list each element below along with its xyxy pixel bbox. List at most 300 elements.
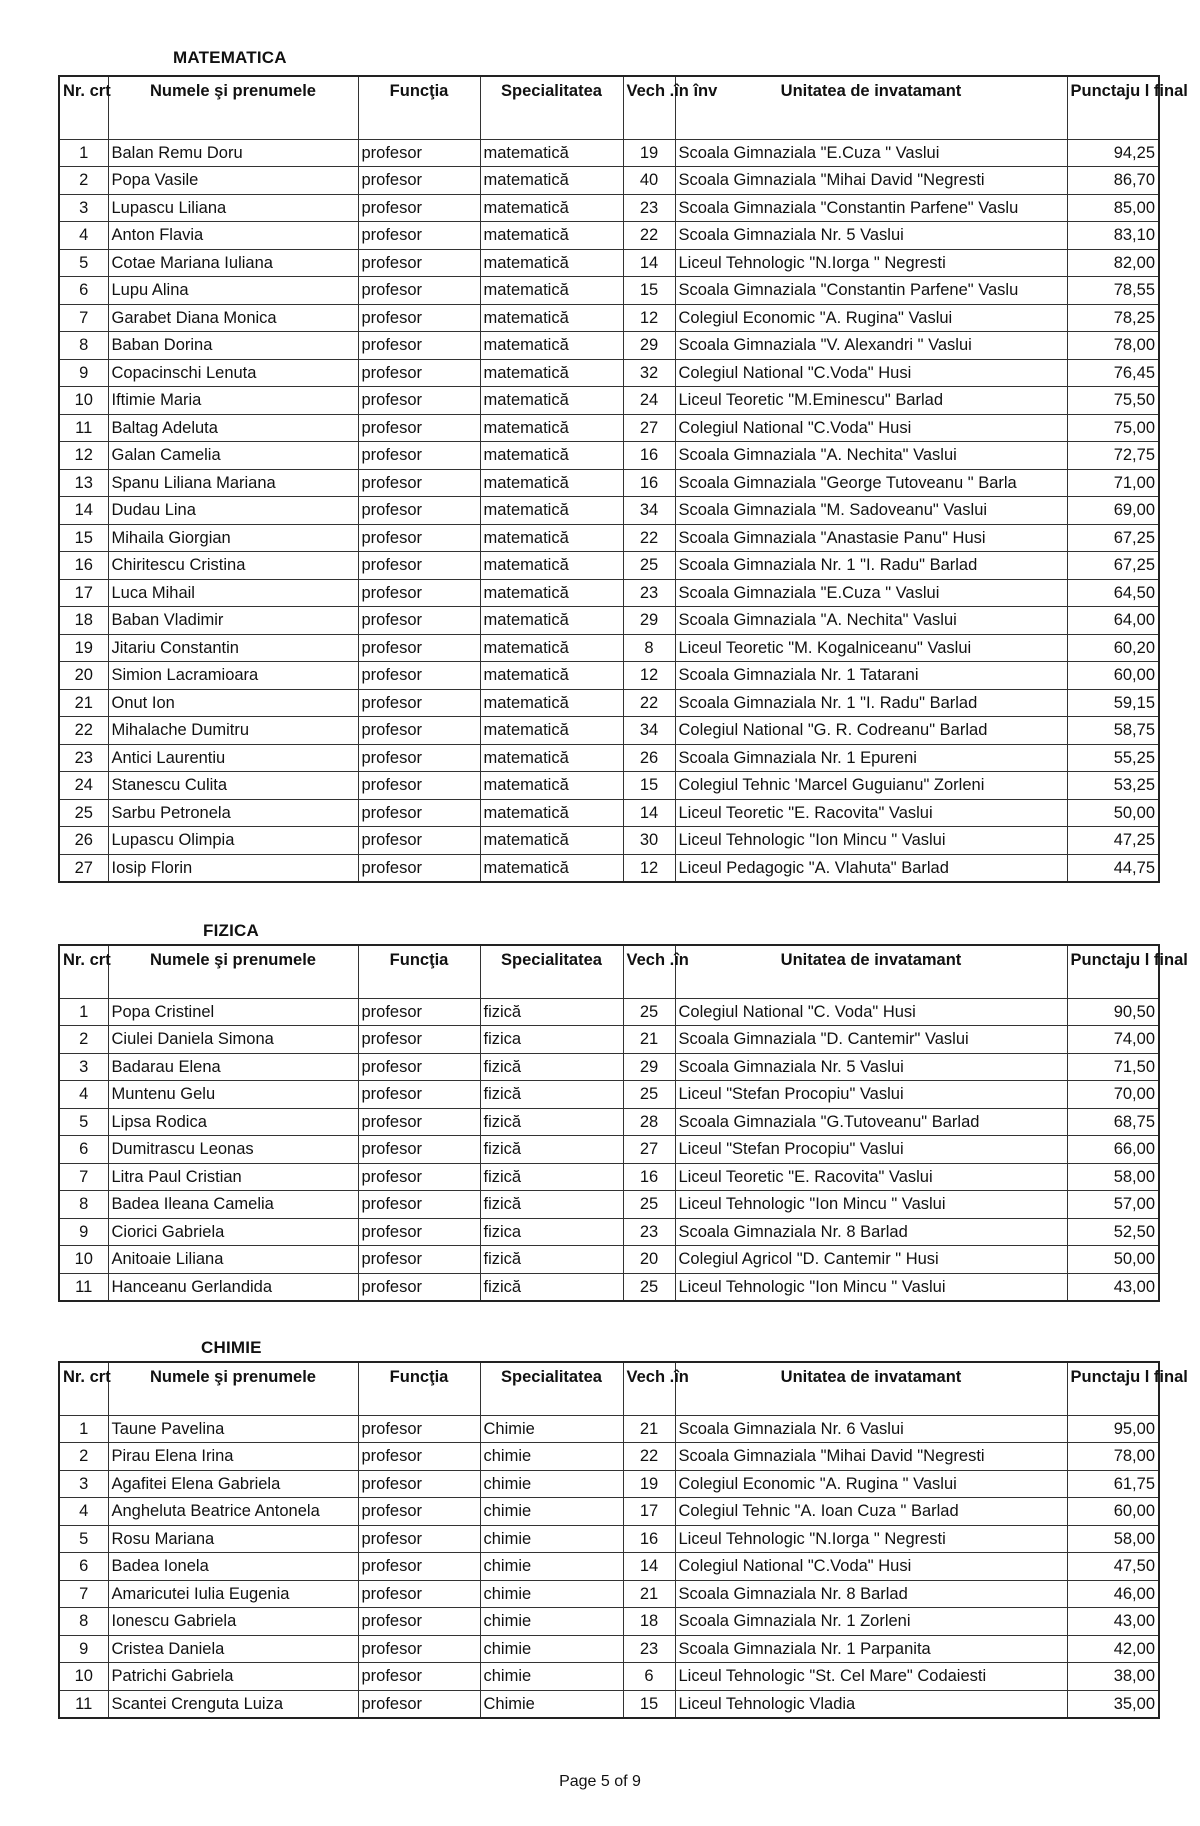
seniority-cell: 22 [623,689,675,717]
function-cell: profesor [358,1470,480,1498]
header-function: Funcţia [358,1362,480,1415]
function-cell: profesor [358,524,480,552]
header-specialty: Specialitatea [480,1362,623,1415]
specialty-cell: chimie [480,1525,623,1553]
specialty-cell: matematică [480,552,623,580]
specialty-cell: matematică [480,524,623,552]
seniority-cell: 15 [623,1690,675,1718]
teacher-name: Galan Camelia [108,442,358,470]
seniority-cell: 15 [623,277,675,305]
section-title-matematica: MATEMATICA [173,48,287,67]
specialty-cell: fizica [480,1026,623,1054]
specialty-cell: matematică [480,744,623,772]
row-number: 7 [59,1580,108,1608]
seniority-cell: 22 [623,1443,675,1471]
school-unit: Scoala Gimnaziala "Constantin Parfene" Vaslu [675,277,1067,305]
row-number: 11 [59,414,108,442]
teacher-name: Mihaila Giorgian [108,524,358,552]
final-score: 72,75 [1067,442,1159,470]
final-score: 74,00 [1067,1026,1159,1054]
school-unit: Liceul Teoretic "M.Eminescu" Barlad [675,387,1067,415]
seniority-cell: 23 [623,1218,675,1246]
table-row [59,998,1159,1026]
final-score: 59,15 [1067,689,1159,717]
table-row [59,1635,1159,1663]
row-number: 5 [59,1525,108,1553]
function-cell: profesor [358,579,480,607]
specialty-cell: matematică [480,167,623,195]
specialty-cell: matematică [480,442,623,470]
final-score: 58,75 [1067,717,1159,745]
page-footer: Page 5 of 9 [559,1773,641,1790]
row-number: 11 [59,1273,108,1301]
seniority-cell: 25 [623,1081,675,1109]
row-number: 2 [59,167,108,195]
table-row [59,1690,1159,1718]
function-cell: profesor [358,1580,480,1608]
teacher-name: Hanceanu Gerlandida [108,1273,358,1301]
final-score: 50,00 [1067,1246,1159,1274]
seniority-cell: 30 [623,827,675,855]
function-cell: profesor [358,139,480,167]
function-cell: profesor [358,689,480,717]
function-cell: profesor [358,1246,480,1274]
final-score: 78,00 [1067,332,1159,360]
seniority-cell: 19 [623,1470,675,1498]
teacher-name: Popa Vasile [108,167,358,195]
final-score: 76,45 [1067,359,1159,387]
table-row [59,717,1159,745]
seniority-cell: 16 [623,469,675,497]
teacher-name: Muntenu Gelu [108,1081,358,1109]
final-score: 70,00 [1067,1081,1159,1109]
teacher-name: Badea Ionela [108,1553,358,1581]
teacher-name: Onut Ion [108,689,358,717]
table-row [59,1081,1159,1109]
table-row [59,799,1159,827]
seniority-cell: 22 [623,222,675,250]
seniority-cell: 32 [623,359,675,387]
final-score: 53,25 [1067,772,1159,800]
function-cell: profesor [358,1608,480,1636]
teacher-name: Baban Dorina [108,332,358,360]
specialty-cell: matematică [480,359,623,387]
row-number: 4 [59,1081,108,1109]
seniority-cell: 25 [623,998,675,1026]
table-row [59,277,1159,305]
final-score: 58,00 [1067,1525,1159,1553]
seniority-cell: 25 [623,1273,675,1301]
school-unit: Colegiul National "C.Voda" Husi [675,414,1067,442]
function-cell: profesor [358,744,480,772]
teacher-name: Balan Remu Doru [108,139,358,167]
function-cell: profesor [358,1525,480,1553]
school-unit: Colegiul National "G. R. Codreanu" Barlad [675,717,1067,745]
final-score: 44,75 [1067,854,1159,882]
specialty-cell: chimie [480,1608,623,1636]
final-score: 82,00 [1067,249,1159,277]
seniority-cell: 14 [623,1553,675,1581]
row-number: 14 [59,497,108,525]
function-cell: profesor [358,717,480,745]
row-number: 10 [59,387,108,415]
table-header-row [59,945,1159,998]
header-nr: Nr. crt [59,76,108,139]
final-score: 35,00 [1067,1690,1159,1718]
specialty-cell: matematică [480,717,623,745]
header-nr: Nr. crt [59,945,108,998]
header-name: Numele şi prenumele [108,1362,358,1415]
row-number: 7 [59,1163,108,1191]
school-unit: Colegiul National "C.Voda" Husi [675,359,1067,387]
final-score: 67,25 [1067,524,1159,552]
function-cell: profesor [358,1026,480,1054]
school-unit: Liceul "Stefan Procopiu" Vaslui [675,1081,1067,1109]
row-number: 11 [59,1690,108,1718]
teacher-name: Dudau Lina [108,497,358,525]
function-cell: profesor [358,662,480,690]
specialty-cell: matematică [480,194,623,222]
school-unit: Scoala Gimnaziala "A. Nechita" Vaslui [675,442,1067,470]
school-unit: Scoala Gimnaziala "Constantin Parfene" Vaslu [675,194,1067,222]
seniority-cell: 8 [623,634,675,662]
seniority-cell: 21 [623,1026,675,1054]
table-row [59,524,1159,552]
seniority-cell: 6 [623,1663,675,1691]
school-unit: Colegiul Agricol "D. Cantemir " Husi [675,1246,1067,1274]
function-cell: profesor [358,1635,480,1663]
seniority-cell: 16 [623,1525,675,1553]
table-body-fizica [59,998,1159,1301]
final-score: 78,25 [1067,304,1159,332]
school-unit: Liceul Pedagogic "A. Vlahuta" Barlad [675,854,1067,882]
row-number: 9 [59,359,108,387]
teacher-name: Ciulei Daniela Simona [108,1026,358,1054]
final-score: 60,00 [1067,662,1159,690]
school-unit: Scoala Gimnaziala "E.Cuza " Vaslui [675,139,1067,167]
row-number: 2 [59,1026,108,1054]
specialty-cell: matematică [480,332,623,360]
final-score: 38,00 [1067,1663,1159,1691]
table-row [59,1191,1159,1219]
row-number: 1 [59,139,108,167]
row-number: 5 [59,249,108,277]
specialty-cell: matematică [480,827,623,855]
final-score: 60,20 [1067,634,1159,662]
seniority-cell: 28 [623,1108,675,1136]
final-score: 75,50 [1067,387,1159,415]
table-row [59,222,1159,250]
row-number: 3 [59,1470,108,1498]
final-score: 47,25 [1067,827,1159,855]
seniority-cell: 14 [623,799,675,827]
teacher-name: Spanu Liliana Mariana [108,469,358,497]
final-score: 94,25 [1067,139,1159,167]
row-number: 27 [59,854,108,882]
specialty-cell: matematică [480,799,623,827]
function-cell: profesor [358,607,480,635]
header-specialty: Specialitatea [480,945,623,998]
table-row [59,469,1159,497]
row-number: 10 [59,1246,108,1274]
header-function: Funcţia [358,76,480,139]
seniority-cell: 12 [623,662,675,690]
specialty-cell: chimie [480,1635,623,1663]
school-unit: Scoala Gimnaziala Nr. 8 Barlad [675,1580,1067,1608]
header-nr: Nr. crt [59,1362,108,1415]
school-unit: Liceul Tehnologic "N.Iorga " Negresti [675,249,1067,277]
seniority-cell: 23 [623,1635,675,1663]
row-number: 15 [59,524,108,552]
teacher-name: Lupu Alina [108,277,358,305]
seniority-cell: 29 [623,607,675,635]
function-cell: profesor [358,634,480,662]
school-unit: Liceul Teoretic "E. Racovita" Vaslui [675,1163,1067,1191]
final-score: 78,00 [1067,1443,1159,1471]
seniority-cell: 14 [623,249,675,277]
school-unit: Liceul Tehnologic Vladia [675,1690,1067,1718]
final-score: 71,00 [1067,469,1159,497]
function-cell: profesor [358,827,480,855]
function-cell: profesor [358,1053,480,1081]
header-function: Funcţia [358,945,480,998]
school-unit: Colegiul Economic "A. Rugina " Vaslui [675,1470,1067,1498]
row-number: 6 [59,1136,108,1164]
school-unit: Scoala Gimnaziala "George Tutoveanu " Barla [675,469,1067,497]
row-number: 10 [59,1663,108,1691]
school-unit: Scoala Gimnaziala Nr. 1 "I. Radu" Barlad [675,689,1067,717]
specialty-cell: matematică [480,662,623,690]
final-score: 57,00 [1067,1191,1159,1219]
specialty-cell: fizică [480,1191,623,1219]
function-cell: profesor [358,998,480,1026]
seniority-cell: 12 [623,854,675,882]
function-cell: profesor [358,167,480,195]
school-unit: Colegiul National "C.Voda" Husi [675,1553,1067,1581]
specialty-cell: Chimie [480,1415,623,1443]
seniority-cell: 21 [623,1580,675,1608]
school-unit: Scoala Gimnaziala "G.Tutoveanu" Barlad [675,1108,1067,1136]
header-score: Punctaju l final [1067,945,1159,998]
specialty-cell: fizică [480,1108,623,1136]
function-cell: profesor [358,277,480,305]
row-number: 16 [59,552,108,580]
final-score: 90,50 [1067,998,1159,1026]
teacher-name: Cristea Daniela [108,1635,358,1663]
final-score: 61,75 [1067,1470,1159,1498]
school-unit: Liceul Tehnologic "Ion Mincu " Vaslui [675,827,1067,855]
teacher-name: Stanescu Culita [108,772,358,800]
specialty-cell: fizica [480,1218,623,1246]
final-score: 66,00 [1067,1136,1159,1164]
specialty-cell: chimie [480,1580,623,1608]
row-number: 4 [59,1498,108,1526]
final-score: 78,55 [1067,277,1159,305]
seniority-cell: 26 [623,744,675,772]
function-cell: profesor [358,1690,480,1718]
table-row [59,1136,1159,1164]
row-number: 8 [59,1191,108,1219]
final-score: 68,75 [1067,1108,1159,1136]
school-unit: Scoala Gimnaziala Nr. 5 Vaslui [675,222,1067,250]
school-unit: Liceul Tehnologic "St. Cel Mare" Codaiesti [675,1663,1067,1691]
table-row [59,167,1159,195]
final-score: 58,00 [1067,1163,1159,1191]
teacher-name: Anitoaie Liliana [108,1246,358,1274]
function-cell: profesor [358,799,480,827]
school-unit: Liceul "Stefan Procopiu" Vaslui [675,1136,1067,1164]
specialty-cell: fizică [480,1246,623,1274]
table-chimie [58,1361,1188,1719]
table-fizica [58,944,1188,1302]
function-cell: profesor [358,854,480,882]
table-row [59,1663,1159,1691]
row-number: 2 [59,1443,108,1471]
table-row [59,744,1159,772]
final-score: 60,00 [1067,1498,1159,1526]
table-row [59,304,1159,332]
function-cell: profesor [358,469,480,497]
school-unit: Scoala Gimnaziala Nr. 8 Barlad [675,1218,1067,1246]
table-row [59,1470,1159,1498]
row-number: 7 [59,304,108,332]
teacher-name: Cotae Mariana Iuliana [108,249,358,277]
table-row [59,359,1159,387]
section-title-chimie: CHIMIE [201,1338,262,1357]
school-unit: Colegiul National "C. Voda" Husi [675,998,1067,1026]
final-score: 67,25 [1067,552,1159,580]
seniority-cell: 18 [623,1608,675,1636]
teacher-name: Patrichi Gabriela [108,1663,358,1691]
table-row [59,772,1159,800]
seniority-cell: 22 [623,524,675,552]
row-number: 1 [59,1415,108,1443]
seniority-cell: 21 [623,1415,675,1443]
seniority-cell: 23 [623,194,675,222]
school-unit: Colegiul Tehnic "A. Ioan Cuza " Barlad [675,1498,1067,1526]
table-row [59,634,1159,662]
row-number: 24 [59,772,108,800]
row-number: 17 [59,579,108,607]
school-unit: Liceul Tehnologic "Ion Mincu " Vaslui [675,1273,1067,1301]
row-number: 22 [59,717,108,745]
school-unit: Colegiul Tehnic 'Marcel Guguianu" Zorleni [675,772,1067,800]
final-score: 46,00 [1067,1580,1159,1608]
specialty-cell: fizică [480,1273,623,1301]
table-row [59,1608,1159,1636]
final-score: 64,50 [1067,579,1159,607]
seniority-cell: 12 [623,304,675,332]
function-cell: profesor [358,222,480,250]
final-score: 47,50 [1067,1553,1159,1581]
seniority-cell: 29 [623,1053,675,1081]
row-number: 23 [59,744,108,772]
specialty-cell: matematică [480,497,623,525]
header-name: Numele şi prenumele [108,76,358,139]
school-unit: Scoala Gimnaziala "Mihai David "Negresti [675,1443,1067,1471]
function-cell: profesor [358,1553,480,1581]
school-unit: Scoala Gimnaziala "A. Nechita" Vaslui [675,607,1067,635]
specialty-cell: fizică [480,1053,623,1081]
teacher-name: Rosu Mariana [108,1525,358,1553]
row-number: 6 [59,1553,108,1581]
final-score: 55,25 [1067,744,1159,772]
teacher-name: Scantei Crenguta Luiza [108,1690,358,1718]
row-number: 25 [59,799,108,827]
header-unit: Unitatea de invatamant [675,1362,1067,1415]
table-row [59,387,1159,415]
function-cell: profesor [358,304,480,332]
teacher-name: Badarau Elena [108,1053,358,1081]
specialty-cell: chimie [480,1553,623,1581]
teacher-name: Chiritescu Cristina [108,552,358,580]
function-cell: profesor [358,332,480,360]
function-cell: profesor [358,1108,480,1136]
seniority-cell: 24 [623,387,675,415]
school-unit: Liceul Tehnologic "N.Iorga " Negresti [675,1525,1067,1553]
function-cell: profesor [358,414,480,442]
table-row [59,1246,1159,1274]
school-unit: Scoala Gimnaziala "D. Cantemir" Vaslui [675,1026,1067,1054]
final-score: 52,50 [1067,1218,1159,1246]
teacher-name: Mihalache Dumitru [108,717,358,745]
table-header-row [59,76,1159,139]
table-row [59,579,1159,607]
row-number: 9 [59,1218,108,1246]
school-unit: Scoala Gimnaziala Nr. 1 Parpanita [675,1635,1067,1663]
function-cell: profesor [358,1273,480,1301]
table-header-row [59,1362,1159,1415]
specialty-cell: matematică [480,469,623,497]
final-score: 85,00 [1067,194,1159,222]
specialty-cell: matematică [480,414,623,442]
school-unit: Scoala Gimnaziala "M. Sadoveanu" Vaslui [675,497,1067,525]
function-cell: profesor [358,1081,480,1109]
teacher-name: Angheluta Beatrice Antonela [108,1498,358,1526]
school-unit: Scoala Gimnaziala Nr. 5 Vaslui [675,1053,1067,1081]
header-unit: Unitatea de invatamant [675,76,1067,139]
specialty-cell: matematică [480,304,623,332]
row-number: 4 [59,222,108,250]
table-matematica [58,75,1188,883]
teacher-name: Sarbu Petronela [108,799,358,827]
specialty-cell: chimie [480,1663,623,1691]
row-number: 20 [59,662,108,690]
seniority-cell: 40 [623,167,675,195]
teacher-name: Baban Vladimir [108,607,358,635]
table-row [59,442,1159,470]
school-unit: Liceul Tehnologic "Ion Mincu " Vaslui [675,1191,1067,1219]
specialty-cell: matematică [480,387,623,415]
table-row [59,1053,1159,1081]
teacher-name: Baltag Adeluta [108,414,358,442]
function-cell: profesor [358,359,480,387]
seniority-cell: 17 [623,1498,675,1526]
teacher-name: Dumitrascu Leonas [108,1136,358,1164]
seniority-cell: 25 [623,552,675,580]
row-number: 21 [59,689,108,717]
seniority-cell: 20 [623,1246,675,1274]
header-vech: Vech .în înv [623,76,675,139]
table-row [59,249,1159,277]
teacher-name: Jitariu Constantin [108,634,358,662]
function-cell: profesor [358,772,480,800]
table-row [59,332,1159,360]
header-vech: Vech .în [623,1362,675,1415]
seniority-cell: 34 [623,497,675,525]
function-cell: profesor [358,1218,480,1246]
teacher-name: Pirau Elena Irina [108,1443,358,1471]
